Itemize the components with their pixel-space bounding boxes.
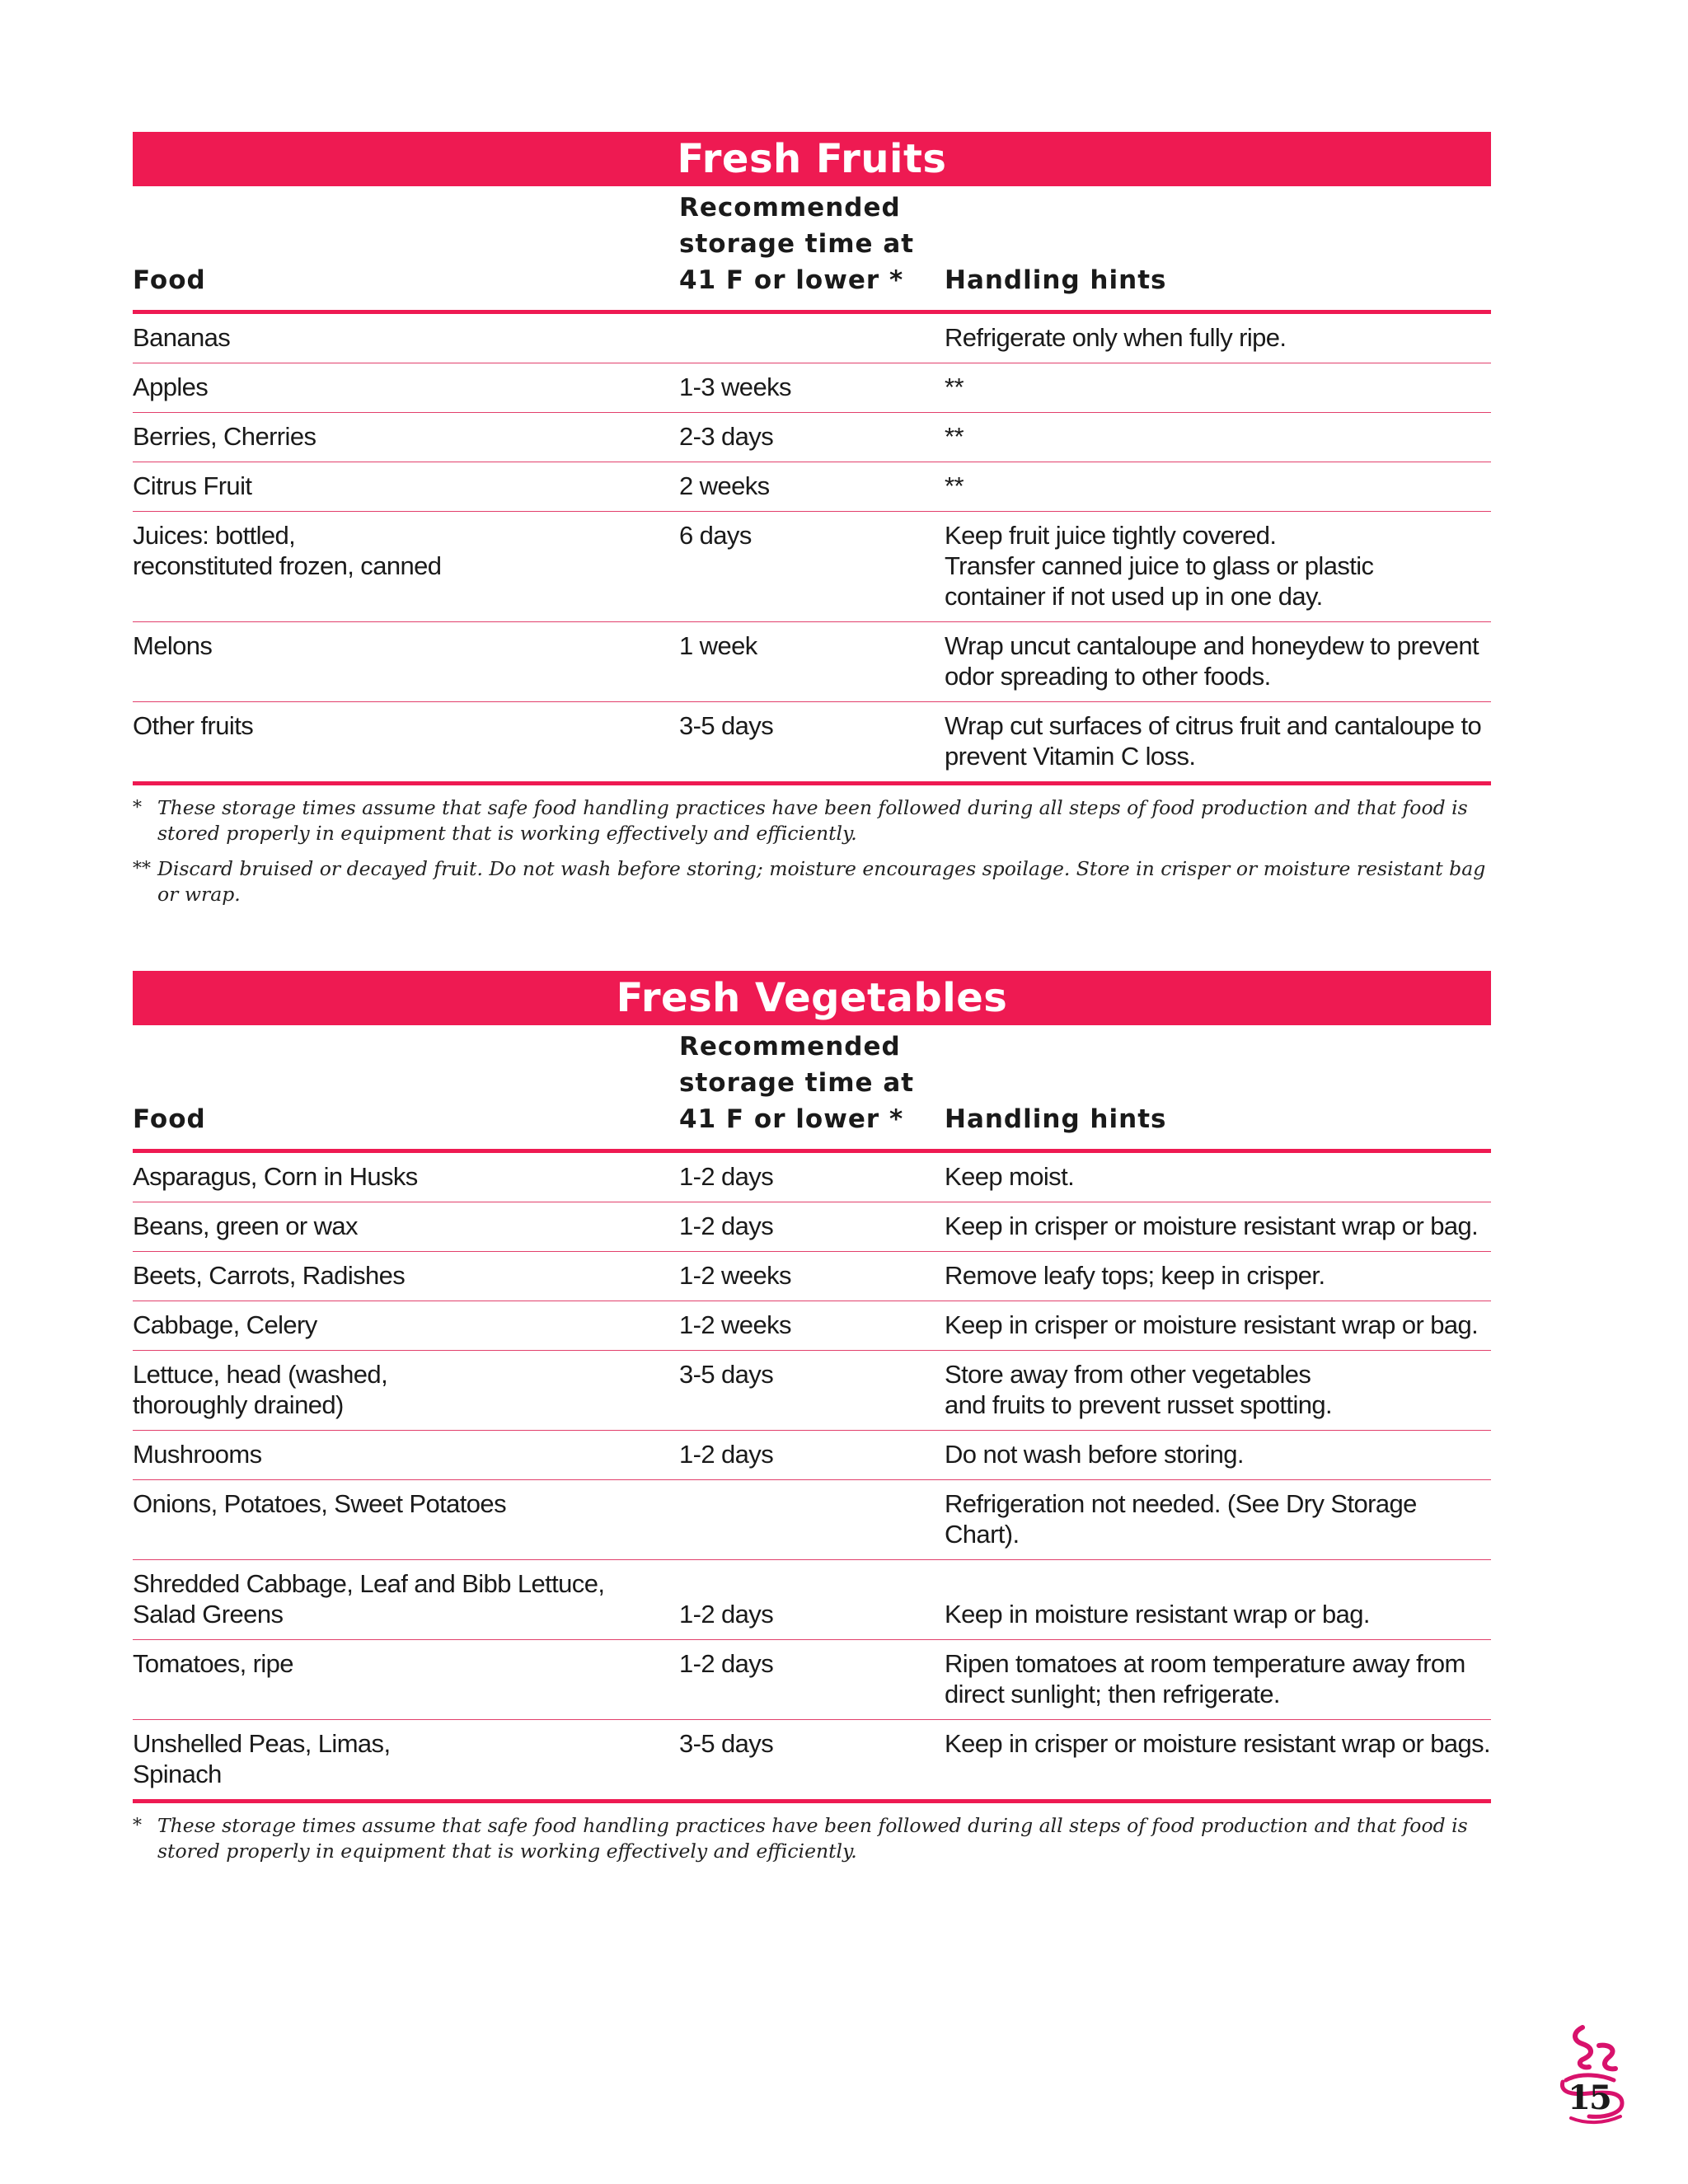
fruits-footnotes xyxy=(133,795,1491,907)
handling-hint-cell: ** xyxy=(945,373,964,401)
vegetables-section xyxy=(133,971,1491,1874)
handling-hint-cell: Keep fruit juice tightly covered. Transfer canned juice to glass or plastic container if not used up in one day. xyxy=(945,521,1374,611)
vegetables-header-hints: Handling hints xyxy=(945,1104,1167,1134)
handling-hint-cell: Keep in moisture resistant wrap or bag. xyxy=(945,1600,1370,1629)
handling-hint-cell: Do not wash before storing. xyxy=(945,1440,1244,1469)
handling-hint-cell: Ripen tomatoes at room temperature away from direct sunlight; then refrigerate. xyxy=(945,1649,1465,1708)
footnote-mark: * xyxy=(133,798,142,818)
storage-time-cell: 1-2 days xyxy=(679,1649,774,1678)
table-row xyxy=(133,314,1491,363)
table-row xyxy=(133,462,1491,512)
fruits-header-hints: Handling hints xyxy=(945,265,1167,295)
food-cell: Beans, green or wax xyxy=(133,1212,358,1240)
storage-time-cell: 1-3 weeks xyxy=(679,373,791,401)
handling-hint-cell: Refrigeration not needed. (See Dry Storage Chart). xyxy=(945,1489,1417,1549)
fruits-header-storage: Recommended storage time at 41 F or lower * xyxy=(679,193,915,295)
table-row xyxy=(133,363,1491,413)
handling-hint-cell: Remove leafy tops; keep in crisper. xyxy=(945,1261,1325,1290)
footnote xyxy=(133,795,1491,846)
storage-time-cell: 1-2 days xyxy=(679,1212,774,1240)
storage-time-cell: 1-2 weeks xyxy=(679,1261,791,1290)
table-row xyxy=(133,622,1491,702)
table-row xyxy=(133,1720,1491,1803)
food-cell: Cabbage, Celery xyxy=(133,1310,317,1339)
storage-time-cell: 2-3 days xyxy=(679,422,774,451)
handling-hint-cell: Keep moist. xyxy=(945,1162,1075,1191)
food-cell: Lettuce, head (washed, thoroughly drained) xyxy=(133,1360,388,1419)
handling-hint-cell: Store away from other vegetables and fruits to prevent russet spotting. xyxy=(945,1360,1333,1419)
storage-time-cell: 3-5 days xyxy=(679,1360,774,1389)
vegetables-header-storage: Recommended storage time at 41 F or lower * xyxy=(679,1032,915,1134)
storage-time-cell: 3-5 days xyxy=(679,1729,774,1758)
handling-hint-cell: Keep in crisper or moisture resistant wrap or bags. xyxy=(945,1729,1491,1758)
fruits-title: Fresh Fruits xyxy=(133,132,1491,186)
table-row xyxy=(133,702,1491,785)
handling-hint-cell: Wrap uncut cantaloupe and honeydew to prevent odor spreading to other foods. xyxy=(945,631,1479,691)
table-row xyxy=(133,1480,1491,1560)
footnote-mark: ** xyxy=(133,859,151,879)
fruits-header-row xyxy=(133,186,1491,310)
table-row xyxy=(133,1351,1491,1431)
storage-time-cell xyxy=(679,322,945,353)
food-cell: Asparagus, Corn in Husks xyxy=(133,1162,418,1191)
storage-time-cell xyxy=(679,1488,945,1549)
food-cell: Beets, Carrots, Radishes xyxy=(133,1261,406,1290)
storage-time-cell: 1-2 days xyxy=(679,1600,774,1629)
handling-hint-cell: ** xyxy=(945,471,964,500)
food-cell: Mushrooms xyxy=(133,1440,262,1469)
table-row xyxy=(133,1301,1491,1351)
food-cell: Shredded Cabbage, Leaf and Bibb Lettuce, Salad Greens xyxy=(133,1569,605,1629)
food-cell: Citrus Fruit xyxy=(133,471,252,500)
food-cell: Berries, Cherries xyxy=(133,422,316,451)
handling-hint-cell: Keep in crisper or moisture resistant wrap or bag. xyxy=(945,1310,1479,1339)
handling-hint-cell: Refrigerate only when fully ripe. xyxy=(945,323,1287,352)
footnote xyxy=(133,1813,1491,1864)
footnote-text: Discard bruised or decayed fruit. Do not wash before storing; moisture encourages spoilage. Store in crisper or moisture resistant bag or wrap. xyxy=(157,857,1486,906)
food-cell: Tomatoes, ripe xyxy=(133,1649,293,1678)
handling-hint-cell: Wrap cut surfaces of citrus fruit and cantaloupe to prevent Vitamin C loss. xyxy=(945,711,1482,771)
food-cell: Juices: bottled, reconstituted frozen, canned xyxy=(133,521,442,580)
page-number: 15 xyxy=(1568,2079,1611,2117)
table-row xyxy=(133,1153,1491,1202)
food-cell: Bananas xyxy=(133,323,231,352)
table-row xyxy=(133,512,1491,622)
table-row xyxy=(133,1431,1491,1480)
vegetables-header-row xyxy=(133,1025,1491,1149)
food-cell: Onions, Potatoes, Sweet Potatoes xyxy=(133,1489,506,1518)
storage-time-cell: 6 days xyxy=(679,521,752,550)
table-row xyxy=(133,1252,1491,1301)
vegetables-title: Fresh Vegetables xyxy=(133,971,1491,1025)
vegetables-table-body xyxy=(133,1153,1491,1803)
table-row xyxy=(133,1640,1491,1720)
table-row xyxy=(133,1560,1491,1640)
footnote-text: These storage times assume that safe food handling practices have been followed during all steps of food production and that food is stored properly in equipment that is working effectively and efficiently. xyxy=(157,796,1468,845)
table-row xyxy=(133,413,1491,462)
footnote-mark: * xyxy=(133,1816,142,1836)
storage-time-cell: 1-2 days xyxy=(679,1162,774,1191)
fruits-header-food: Food xyxy=(133,265,206,295)
food-cell: Other fruits xyxy=(133,711,254,740)
food-cell: Melons xyxy=(133,631,213,660)
storage-time-cell: 2 weeks xyxy=(679,471,770,500)
footnote-text: These storage times assume that safe food handling practices have been followed during all steps of food production and that food is stored properly in equipment that is working effectively and efficiently. xyxy=(157,1814,1468,1863)
fruits-table-body xyxy=(133,314,1491,785)
storage-time-cell: 1 week xyxy=(679,631,757,660)
food-cell: Apples xyxy=(133,373,209,401)
vegetables-header-food: Food xyxy=(133,1104,206,1134)
handling-hint-cell: Keep in crisper or moisture resistant wrap or bag. xyxy=(945,1212,1479,1240)
handling-hint-cell: ** xyxy=(945,422,964,451)
table-row xyxy=(133,1202,1491,1252)
storage-time-cell: 3-5 days xyxy=(679,711,774,740)
fruits-section xyxy=(133,132,1491,917)
storage-time-cell: 1-2 weeks xyxy=(679,1310,791,1339)
food-cell: Unshelled Peas, Limas, Spinach xyxy=(133,1729,391,1788)
storage-time-cell: 1-2 days xyxy=(679,1440,774,1469)
vegetables-footnotes xyxy=(133,1813,1491,1864)
footnote xyxy=(133,856,1491,907)
